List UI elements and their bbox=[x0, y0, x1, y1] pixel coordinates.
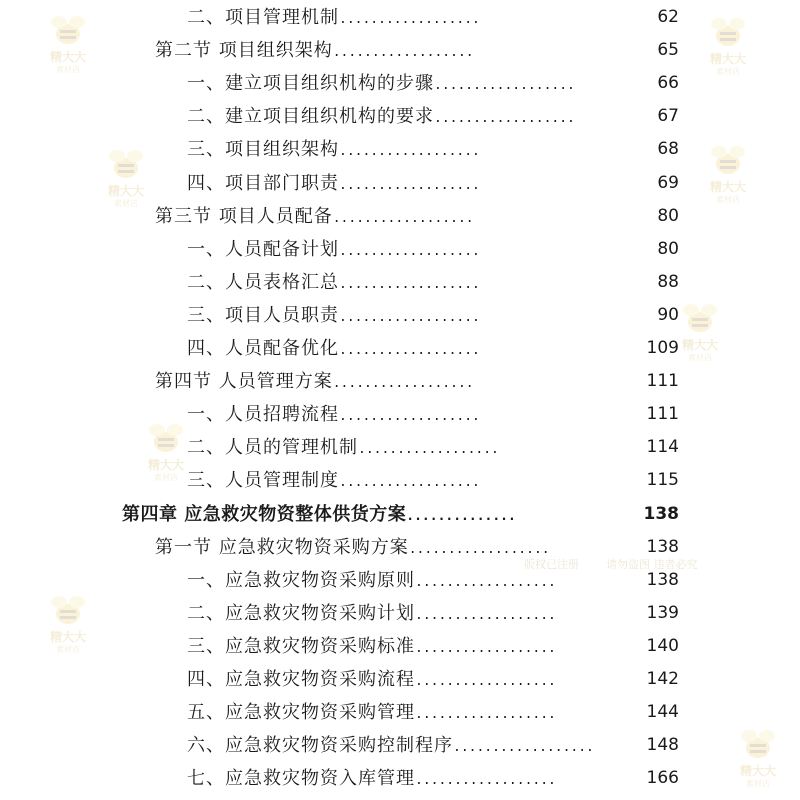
dot-leader: .................. bbox=[453, 740, 594, 756]
toc-entry-page-number: 115 bbox=[646, 470, 679, 491]
toc-entry-page-number: 66 bbox=[657, 73, 679, 94]
toc-entry bbox=[0, 1, 800, 34]
toc-entry-title bbox=[187, 564, 556, 599]
toc-entry bbox=[0, 34, 800, 67]
watermark-notice: 版权已注册 bbox=[524, 558, 579, 571]
watermark-brand: 精大大 bbox=[49, 50, 86, 64]
dot-leader: .................. bbox=[332, 45, 474, 61]
watermark-sub: 素材店 bbox=[56, 65, 80, 74]
toc-entry-label: 第四节 人员管理方案 bbox=[155, 371, 333, 393]
toc-entry bbox=[0, 663, 800, 696]
toc-entry-title bbox=[187, 431, 499, 466]
toc-entry-title bbox=[187, 100, 575, 135]
toc-entry bbox=[0, 266, 800, 299]
toc-entry bbox=[0, 100, 800, 133]
watermark-sub: 素材店 bbox=[688, 353, 712, 362]
toc-entry bbox=[0, 597, 800, 630]
toc-entry-page-number: 80 bbox=[657, 205, 679, 226]
toc-entry-page-number: 140 bbox=[646, 635, 679, 656]
toc-entry-label: 第三节 项目人员配备 bbox=[155, 205, 333, 227]
dot-leader: .................. bbox=[415, 574, 556, 590]
toc-entry-page-number: 88 bbox=[657, 271, 679, 292]
toc-entry-title bbox=[187, 332, 480, 367]
toc-entry-page-number: 142 bbox=[646, 669, 679, 689]
toc-entry-label: 四、应急救灾物资采购流程 bbox=[187, 669, 415, 690]
toc-entry-title bbox=[155, 365, 474, 400]
toc-entry-label: 二、项目管理机制 bbox=[187, 7, 339, 28]
toc-entry-page-number: 138 bbox=[643, 503, 679, 524]
toc-entry-page-number: 166 bbox=[646, 768, 679, 789]
toc-chapter-entry bbox=[0, 498, 800, 531]
dot-leader: .................. bbox=[415, 773, 556, 789]
toc-entry-label: 六、应急救灾物资采购控制程序 bbox=[187, 735, 453, 757]
toc-entry bbox=[0, 729, 800, 762]
dot-leader: .................. bbox=[339, 475, 480, 491]
dot-leader: .................. bbox=[415, 674, 556, 689]
toc-entry-page-number: 69 bbox=[657, 172, 679, 193]
toc-entry-label: 三、人员管理制度 bbox=[187, 470, 339, 492]
dot-leader: .................. bbox=[434, 111, 575, 127]
toc-entry bbox=[0, 630, 800, 663]
toc-entry-title bbox=[187, 133, 480, 168]
toc-entry-title bbox=[187, 266, 480, 301]
toc-entry bbox=[0, 762, 800, 795]
toc-entry-label: 二、人员的管理机制 bbox=[187, 437, 358, 459]
toc-entry bbox=[0, 133, 800, 166]
watermark-sub: 素材店 bbox=[716, 67, 740, 76]
dot-leader: .................. bbox=[332, 376, 474, 392]
watermark-sub: 素材店 bbox=[746, 779, 770, 788]
watermark-brand: 精大大 bbox=[709, 52, 746, 66]
toc-entry bbox=[0, 332, 800, 365]
toc-entry-title bbox=[122, 498, 516, 533]
toc-entry bbox=[0, 67, 800, 100]
toc-entry-page-number: 68 bbox=[657, 139, 679, 160]
toc-entry bbox=[0, 200, 800, 233]
toc-entry-label: 第二节 项目组织架构 bbox=[155, 40, 333, 62]
dot-leader: .................. bbox=[415, 640, 556, 656]
toc-entry bbox=[0, 696, 800, 729]
toc-entry-title bbox=[187, 630, 556, 665]
watermark-brand: 精大大 bbox=[739, 764, 776, 778]
toc-entry-page-number: 144 bbox=[646, 702, 679, 723]
toc-entry bbox=[0, 299, 800, 332]
toc-entry-label: 一、建立项目组织机构的步骤 bbox=[187, 73, 434, 95]
toc-entry-title bbox=[187, 1, 480, 36]
toc-entry-label: 二、人员表格汇总 bbox=[187, 271, 339, 293]
toc-entry-title bbox=[187, 696, 556, 731]
dot-leader: .................. bbox=[339, 409, 480, 425]
toc-entry-title bbox=[155, 200, 474, 235]
toc-entry bbox=[0, 564, 800, 597]
toc-entry bbox=[0, 531, 800, 564]
toc-entry-label: 四、项目部门职责 bbox=[187, 172, 339, 194]
dot-leader: .................. bbox=[339, 276, 480, 292]
toc-entry-label: 第四章 应急救灾物资整体供货方案 bbox=[122, 503, 407, 525]
toc-entry-title bbox=[187, 398, 480, 433]
toc-entry-title bbox=[187, 67, 575, 102]
toc-entry bbox=[0, 398, 800, 431]
toc-entry-title bbox=[187, 233, 480, 268]
watermark-brand: 精大大 bbox=[107, 184, 144, 198]
toc-entry-title bbox=[187, 663, 556, 698]
toc-entry-page-number: 109 bbox=[646, 338, 679, 358]
watermark-brand: 精大大 bbox=[147, 458, 184, 472]
toc-entry-page-number: 90 bbox=[657, 304, 679, 325]
toc-entry-page-number: 138 bbox=[646, 569, 679, 590]
dot-leader: .................. bbox=[339, 243, 480, 259]
watermark-sub: 素材店 bbox=[716, 195, 740, 204]
dot-leader: .................. bbox=[415, 707, 556, 723]
watermark-sub: 素材店 bbox=[154, 473, 178, 482]
dot-leader: .................. bbox=[434, 78, 575, 94]
toc-entry-label: 二、应急救灾物资采购计划 bbox=[187, 602, 415, 624]
toc-entry bbox=[0, 167, 800, 200]
toc-entry-title bbox=[155, 531, 550, 566]
dot-leader: .................. bbox=[358, 442, 499, 458]
dot-leader: .................. bbox=[339, 144, 480, 160]
toc-entry-page-number: 148 bbox=[646, 735, 679, 756]
toc-entry bbox=[0, 233, 800, 266]
toc-entry-label: 第一节 应急救灾物资采购方案 bbox=[155, 536, 409, 558]
toc-entry bbox=[0, 431, 800, 464]
toc-entry bbox=[0, 464, 800, 497]
dot-leader: .................. bbox=[339, 309, 480, 325]
toc-entry-title bbox=[187, 299, 480, 334]
dot-leader: .................. bbox=[339, 343, 480, 358]
toc-entry-label: 一、人员招聘流程 bbox=[187, 404, 339, 426]
toc-entry-title bbox=[187, 729, 594, 764]
toc-entry bbox=[0, 365, 800, 398]
toc-entry-page-number: 80 bbox=[657, 238, 679, 259]
watermark-brand: 精大大 bbox=[709, 180, 746, 194]
toc-entry-title bbox=[187, 464, 480, 499]
toc-entry-label: 四、人员配备优化 bbox=[187, 338, 339, 359]
toc-entry-page-number: 62 bbox=[657, 7, 679, 27]
toc-entry-label: 三、项目组织架构 bbox=[187, 139, 339, 161]
toc-entry-label: 二、建立项目组织机构的要求 bbox=[187, 106, 434, 128]
toc-entry-title bbox=[187, 167, 480, 202]
toc-entry-label: 五、应急救灾物资采购管理 bbox=[187, 702, 415, 724]
toc-entry-label: 七、应急救灾物资入库管理 bbox=[187, 768, 415, 790]
toc-entry-page-number: 65 bbox=[657, 40, 679, 61]
watermark-brand: 精大大 bbox=[49, 630, 86, 644]
watermark-brand: 精大大 bbox=[681, 338, 718, 352]
toc-entry-label: 一、应急救灾物资采购原则 bbox=[187, 569, 415, 591]
dot-leader: .................. bbox=[332, 210, 474, 226]
dot-leader: .................. bbox=[408, 541, 550, 557]
toc-entry-title bbox=[155, 34, 474, 69]
watermark-sub: 素材店 bbox=[56, 645, 80, 654]
toc-entry-page-number: 138 bbox=[646, 536, 679, 557]
dot-leader: .................. bbox=[339, 12, 480, 27]
toc-entry-page-number: 67 bbox=[657, 106, 679, 127]
toc-entry-label: 一、人员配备计划 bbox=[187, 238, 339, 260]
dot-leader: .................. bbox=[339, 177, 480, 193]
watermark-sub: 素材店 bbox=[114, 199, 138, 208]
toc-entry-page-number: 111 bbox=[646, 404, 679, 425]
dot-leader: .................. bbox=[415, 607, 556, 623]
toc-entry-page-number: 111 bbox=[646, 371, 679, 392]
toc-entry-page-number: 114 bbox=[646, 437, 679, 458]
toc-entry-title bbox=[187, 597, 556, 632]
dot-leader: .............. bbox=[406, 508, 516, 524]
toc-entry-label: 三、项目人员职责 bbox=[187, 304, 339, 326]
watermark-notice: 请勿盗图 违者必究 bbox=[606, 558, 698, 571]
toc-entry-label: 三、应急救灾物资采购标准 bbox=[187, 635, 415, 657]
toc-entry-page-number: 139 bbox=[646, 602, 679, 623]
toc-entry-title bbox=[187, 762, 556, 797]
